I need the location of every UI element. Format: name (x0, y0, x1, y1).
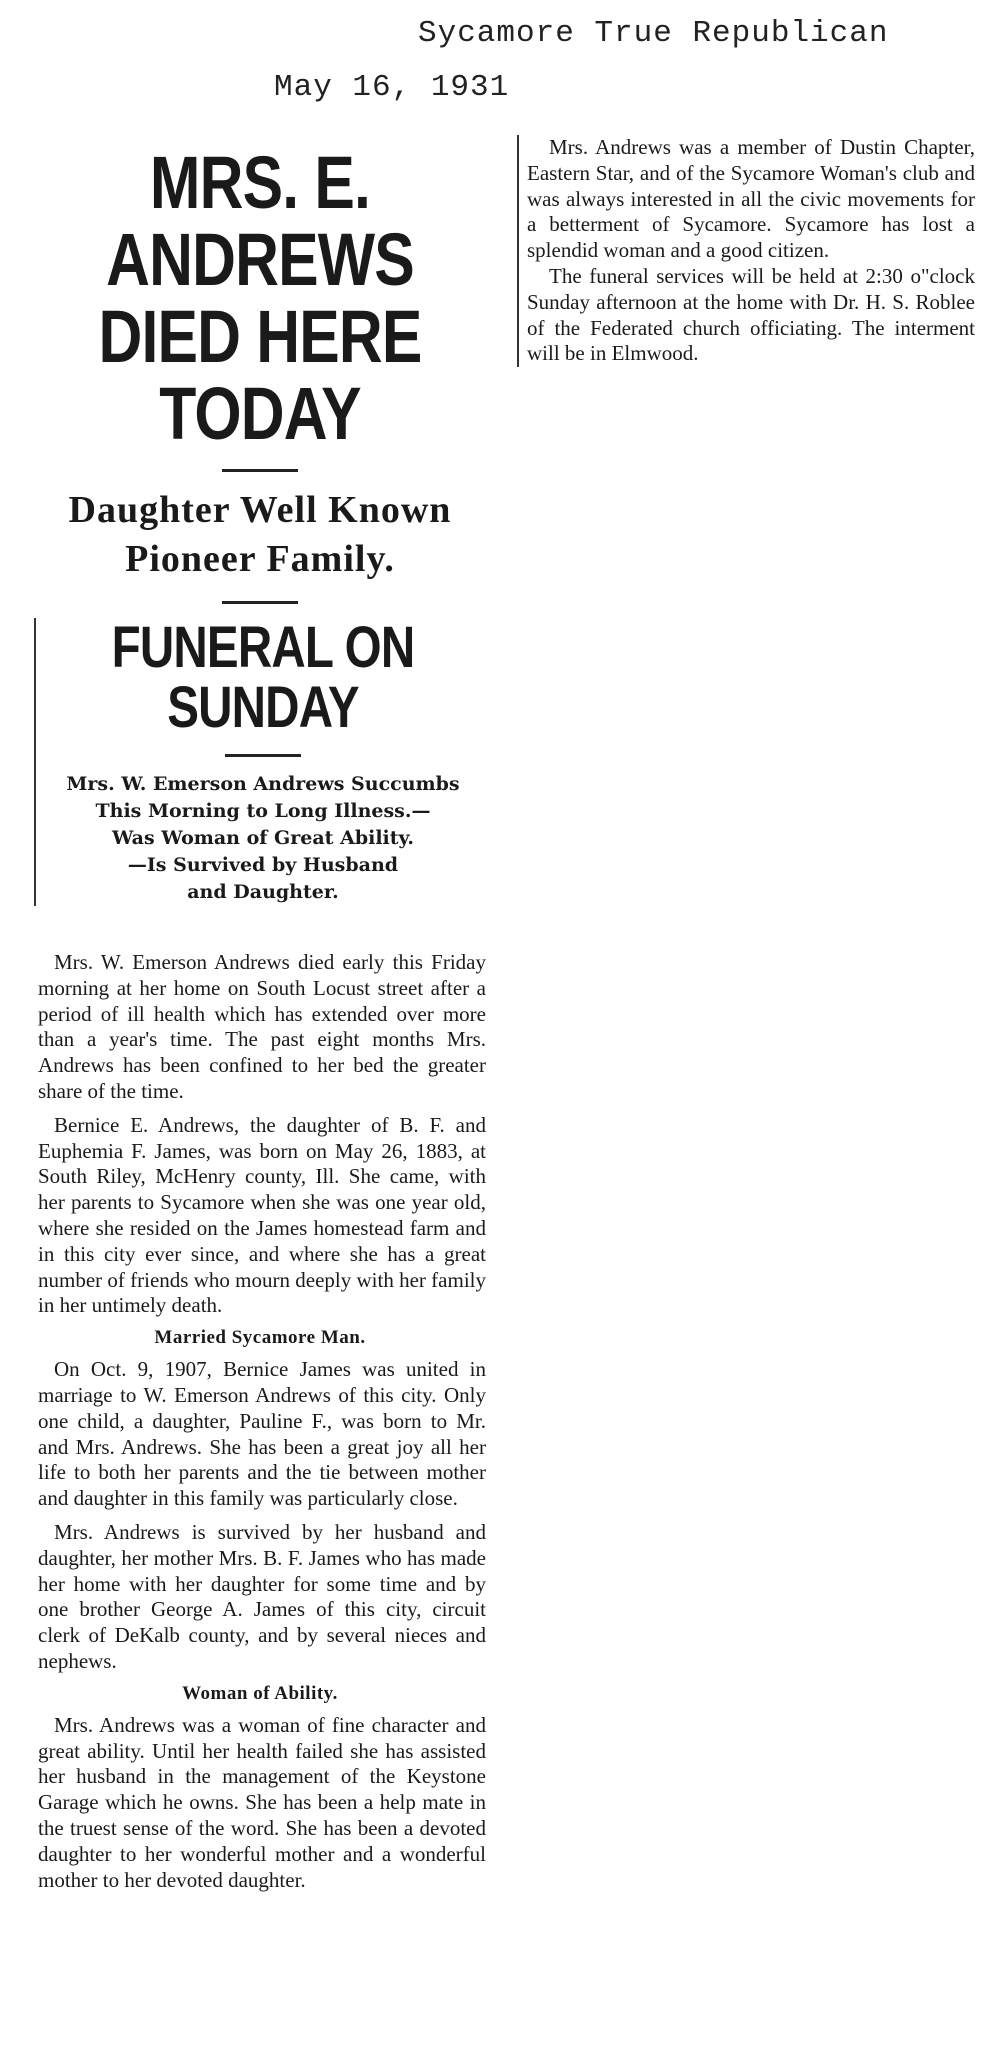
main-headline: MRS. E. ANDREWS DIED HERE TODAY (98, 141, 422, 455)
body-paragraph: The funeral services will be held at 2:30 o"clock Sunday afternoon at the home with Dr. H. S. Roblee of the Federated church officiating. The interment will be in Elmwood. (527, 263, 975, 366)
funeral-rule (225, 754, 301, 757)
body-paragraph: Mrs. Andrews was a member of Dustin Chapter, Eastern Star, and of the Sycamore Woman's club and was always interested in all the civic movements for a betterment of Sycamore. Sycamore has lost a splendid woman and a good citizen. (527, 135, 975, 263)
body-paragraph: On Oct. 9, 1907, Bernice James was united in marriage to W. Emerson Andrews of this city. Only one child, a daughter, Pauline F., was born to Mr. and Mrs. Andrews. She has been a great joy all her life to both her parents and the tie between mother and daughter in this family was particularly close. (38, 1357, 486, 1511)
headline-rule (222, 469, 298, 472)
body-paragraph: Bernice E. Andrews, the daughter of B. F. and Euphemia F. James, was born on May 26, 1883, at South Riley, McHenry county, Ill. She came, with her parents to Sycamore when she was one year old, where she resided on the James homestead farm and in this city ever since, and where she has a great number of friends who mourn deeply with her family in her untimely death. (38, 1112, 486, 1318)
newspaper-source: Sycamore True Republican (418, 16, 889, 51)
subhead-married: Married Sycamore Man. (154, 1327, 366, 1349)
body-paragraph: Mrs. Andrews was a woman of fine character and great ability. Until her health failed she has assisted her husband in the management of the Keystone Garage which he owns. She has been a help mate in the truest sense of the word. She has been a devoted daughter to her wonderful mother and a wonderful mother to her devoted daughter. (38, 1712, 486, 1892)
subhead-ability: Woman of Ability. (182, 1682, 338, 1704)
article-column-right (517, 135, 975, 367)
body-paragraph: Mrs. W. Emerson Andrews died early this Friday morning at her home on South Locust street after a period of ill health which has extended over more than a year's time. The past eight months Mrs. Andrews has been confined to her bed the greater share of the time. (38, 950, 486, 1104)
deck-headline: Daughter Well Known Pioneer Family. (68, 488, 452, 581)
funeral-headline: FUNERAL ON SUNDAY (111, 614, 415, 740)
summary-deck: Mrs. W. Emerson Andrews Succumbs This Morning to Long Illness.— Was Woman of Great Ability. —Is Survived by Husband and Daughter. (66, 773, 460, 904)
article-column-left (34, 135, 486, 1893)
deck-rule (222, 601, 298, 604)
body-paragraph: Mrs. Andrews is survived by her husband and daughter, her mother Mrs. B. F. James who has made her home with her daughter for some time and by one brother George A. James of this city, circuit clerk of DeKalb county, and by several nieces and nephews. (38, 1520, 486, 1673)
funeral-section (34, 614, 486, 906)
publication-date: May 16, 1931 (274, 70, 510, 105)
